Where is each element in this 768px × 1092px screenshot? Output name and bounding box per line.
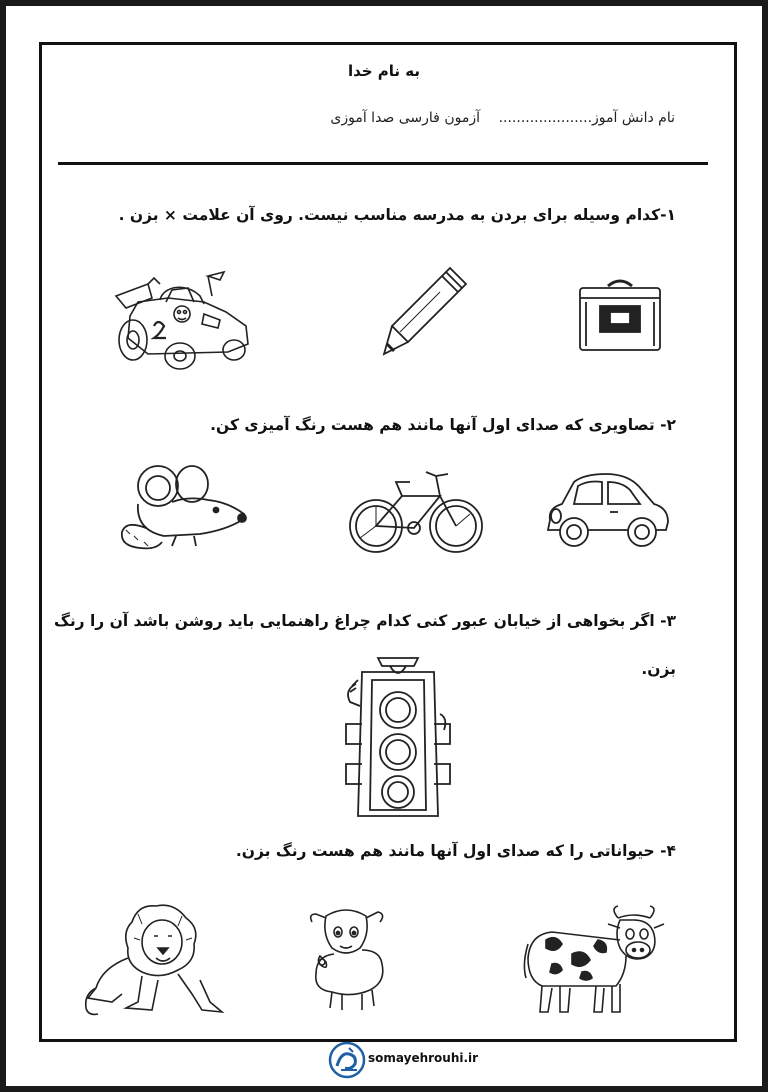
- site-url[interactable]: somayehrouhi.ir: [368, 1051, 479, 1065]
- mouse-icon: [116, 460, 250, 558]
- header-divider: [58, 162, 708, 165]
- question-3: ۳- اگر بخواهی از خیابان عبور کنی کدام چراغ راهنمایی باید روشن باشد آن را رنگ: [53, 612, 676, 630]
- pencil-icon: [380, 262, 472, 358]
- exam-title: آزمون فارسی صدا آموزی: [330, 110, 480, 126]
- car-icon: [544, 470, 672, 550]
- race-car-icon: [108, 268, 256, 376]
- sheep-icon: [306, 904, 390, 1012]
- lion-icon: [82, 898, 226, 1020]
- question-1: ۱-کدام وسیله برای بردن به مدرسه مناسب نیست. روی آن علامت × بزن .: [118, 206, 676, 224]
- site-logo: [327, 1040, 367, 1080]
- cow-icon: [522, 904, 668, 1018]
- bicycle-icon: [346, 466, 486, 558]
- question-4: ۴- حیواناتی را که صدای اول آنها مانند هم هست رنگ بزن.: [235, 842, 676, 860]
- student-name-label: نام دانش آموز.....................: [498, 110, 675, 126]
- question-2: ۲- تصاویری که صدای اول آنها مانند هم هست رنگ آمیزی کن.: [210, 416, 676, 434]
- traffic-light-icon: [334, 654, 462, 820]
- page-title: به نام خدا: [347, 62, 421, 80]
- question-3-line-2: بزن.: [641, 660, 676, 678]
- school-bag-icon: [574, 276, 666, 356]
